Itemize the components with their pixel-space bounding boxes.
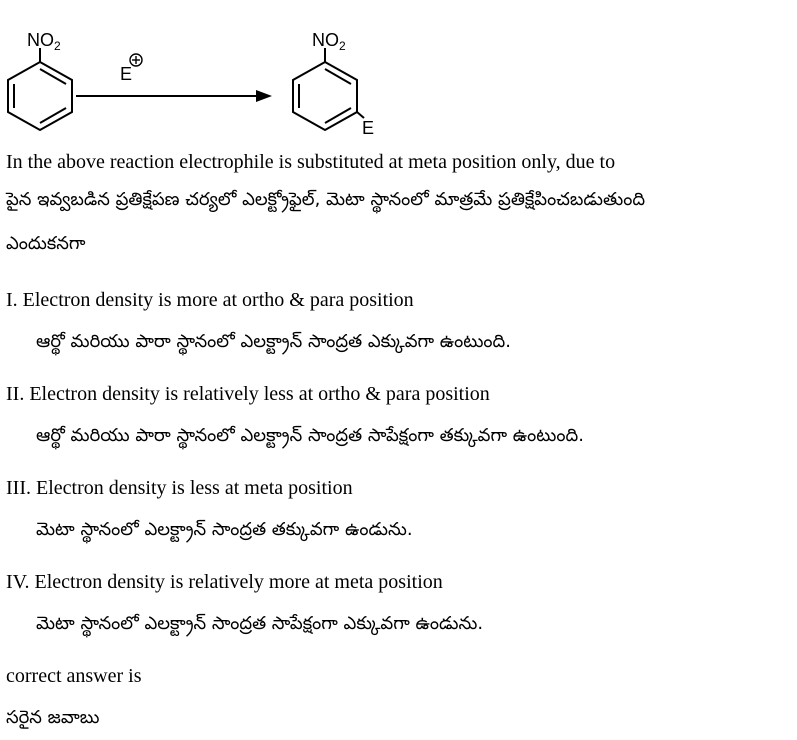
product-benzene-ring	[293, 48, 364, 130]
reaction-scheme	[0, 0, 797, 140]
statement-3-telugu: మెటా స్థానంలో ఎలక్ట్రాన్ సాంద్రత తక్కువగా ఉండును.	[36, 519, 413, 540]
statement-4-telugu: మెటా స్థానంలో ఎలక్ట్రాన్ సాంద్రత సాపేక్షంగా ఎక్కువగా ఉండును.	[36, 613, 484, 634]
question-telugu-line1: పైన ఇవ్వబడిన ప్రతిక్షేపణ చర్యలో ఎలక్ట్రోఫైల్, మెటా స్థానంలో మాత్రమే ప్రతిక్షేపించబడుతుంది	[6, 189, 646, 210]
positive-charge-icon	[130, 54, 142, 66]
statement-2-english: II. Electron density is relatively less at ortho & para position	[6, 383, 490, 405]
answer-english: correct answer is	[6, 665, 142, 687]
product-substituent-label: E	[362, 118, 375, 138]
question-english: In the above reaction electrophile is substituted at meta position only, due to	[6, 151, 616, 173]
statement-3-english: III. Electron density is less at meta position	[6, 477, 353, 499]
statement-1-telugu: ఆర్థో మరియు పారా స్థానంలో ఎలక్ట్రాన్ సాంద్రత ఎక్కువగా ఉంటుంది.	[36, 331, 511, 352]
electrophile-label: E	[120, 64, 133, 84]
reactant-benzene-ring	[8, 48, 72, 130]
answer-telugu: సరైన జవాబు	[6, 707, 100, 728]
product-nitro-label: $NO_2$	[312, 30, 346, 53]
question-telugu-line2: ఎందుకనగా	[6, 233, 86, 254]
statement-2-telugu: ఆర్థో మరియు పారా స్థానంలో ఎలక్ట్రాన్ సాంద్రత సాపేక్షంగా తక్కువగా ఉంటుంది.	[36, 425, 584, 446]
reactant-nitro-label: $NO_2$	[27, 30, 61, 53]
reaction-arrow	[76, 90, 272, 102]
statement-1-english: I. Electron density is more at ortho & para position	[6, 289, 414, 311]
statement-4-english: IV. Electron density is relatively more at meta position	[6, 571, 443, 593]
